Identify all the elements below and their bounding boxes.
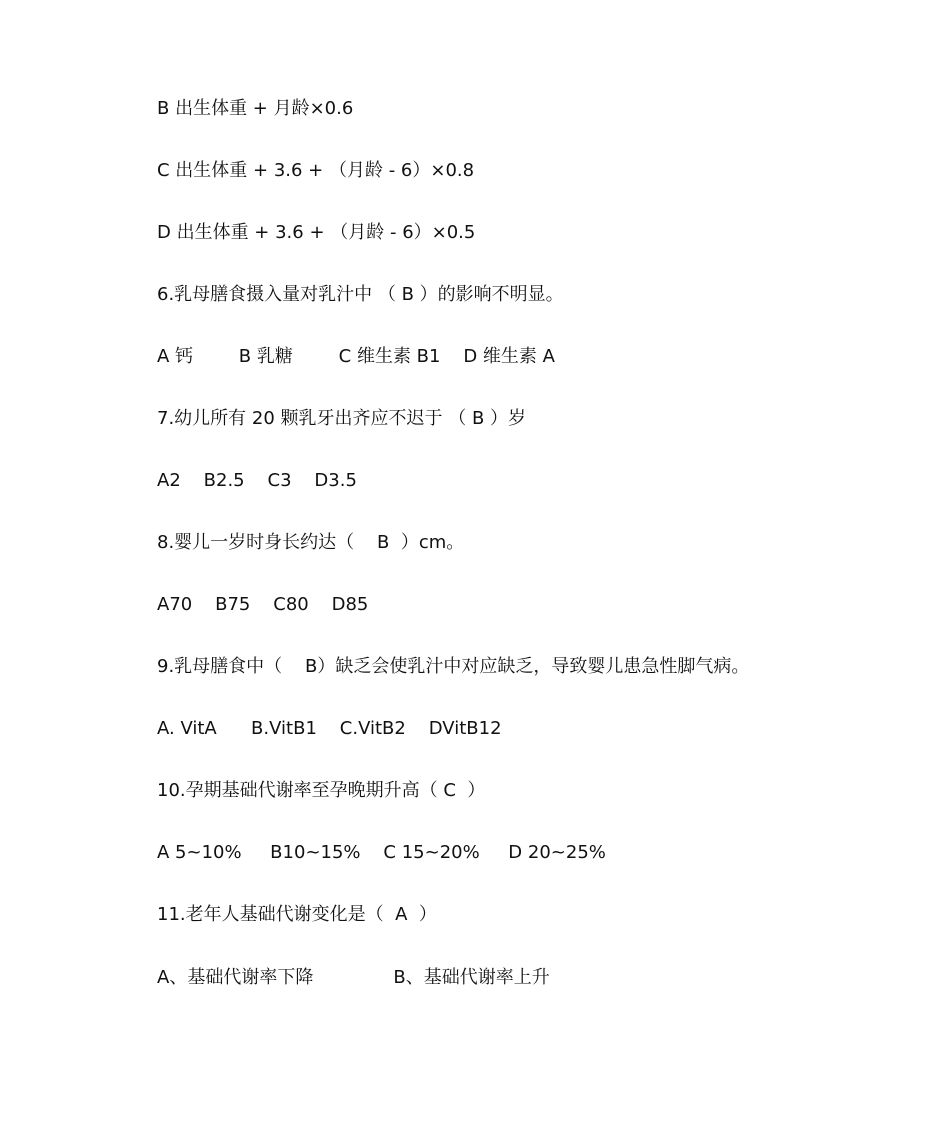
option-c-formula: C 出生体重 + 3.6 + （月龄 - 6）×0.8 bbox=[157, 160, 475, 181]
question-10: 10.孕期基础代谢率至孕晚期升高（ C ） bbox=[157, 780, 486, 801]
question-6: 6.乳母膳食摄入量对乳汁中 （ B ）的影响不明显。 bbox=[157, 284, 564, 305]
question-7: 7.幼儿所有 20 颗乳牙出齐应不迟于 （ B ）岁 bbox=[157, 408, 527, 429]
question-11: 11.老年人基础代谢变化是（ A ） bbox=[157, 904, 437, 925]
question-7-options: A2 B2.5 C3 D3.5 bbox=[157, 470, 357, 491]
question-6-options: A 钙 B 乳糖 C 维生素 B1 D 维生素 A bbox=[157, 346, 555, 367]
question-10-options: A 5~10% B10~15% C 15~20% D 20~25% bbox=[157, 842, 606, 863]
question-11-options: A、基础代谢率下降 B、基础代谢率上升 bbox=[157, 967, 550, 988]
question-8: 8.婴儿一岁时身长约达（ B ）cm。 bbox=[157, 532, 465, 553]
option-d-formula: D 出生体重 + 3.6 + （月龄 - 6）×0.5 bbox=[157, 222, 476, 243]
option-b-formula: B 出生体重 + 月龄×0.6 bbox=[157, 98, 354, 119]
question-8-options: A70 B75 C80 D85 bbox=[157, 594, 369, 615]
question-9-options: A. VitA B.VitB1 C.VitB2 DVitB12 bbox=[157, 718, 502, 739]
question-9: 9.乳母膳食中（ B）缺乏会使乳汁中对应缺乏，导致婴儿患急性脚气病。 bbox=[157, 656, 750, 677]
